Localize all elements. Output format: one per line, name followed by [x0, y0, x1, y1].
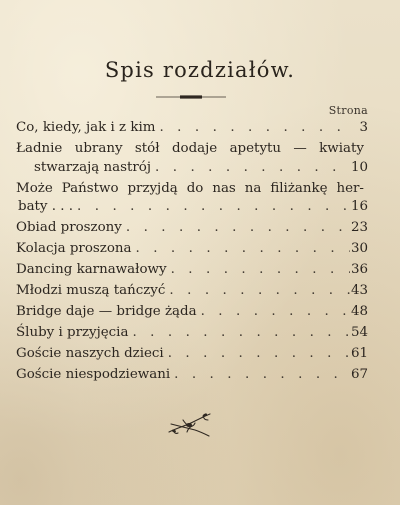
toc-entry-title-line2: baty . . . [18, 199, 74, 214]
toc-entry-title: Kolacja proszona [16, 241, 132, 256]
leader-dots [151, 159, 350, 178]
toc-entry [16, 303, 368, 322]
leader-dots [155, 119, 350, 138]
table-of-contents [16, 119, 368, 387]
leader-dots [132, 240, 351, 259]
toc-entry [16, 140, 368, 177]
leader-dots [128, 324, 350, 343]
toc-entry-page: 16 [350, 199, 368, 214]
toc-entry [16, 219, 368, 238]
toc-entry [16, 282, 368, 301]
toc-entry-title: Goście niespodziewani [16, 367, 171, 382]
toc-entry-title-line1: Ładnie ubrany stół dodaje apetytu — kwiaty [16, 141, 364, 156]
page-column-label: Strona [328, 104, 368, 117]
toc-entry [16, 240, 368, 259]
toc-entry [16, 324, 368, 343]
toc-entry-page: 54 [350, 325, 368, 340]
toc-entry [16, 345, 368, 364]
page-title: Spis rozdziałów. [104, 58, 296, 82]
toc-entry-page: 67 [350, 367, 368, 382]
leader-dots [164, 345, 350, 364]
toc-entry-title: Śluby i przyjęcia [16, 325, 129, 340]
leader-dots [170, 366, 350, 385]
toc-entry-title: Młodzi muszą tańczyć [16, 283, 166, 298]
toc-entry-page: 30 [350, 241, 368, 256]
toc-entry [16, 366, 368, 385]
leader-dots [122, 219, 350, 238]
toc-entry [16, 180, 368, 217]
toc-entry [16, 261, 368, 280]
toc-entry-page: 3 [359, 120, 368, 135]
toc-entry-page: 61 [350, 346, 368, 361]
toc-entry-title: Dancing karnawałowy [16, 262, 167, 277]
title-underline-rule [156, 94, 226, 100]
toc-entry-page: 43 [350, 283, 368, 298]
toc-entry-page: 23 [350, 220, 368, 235]
toc-entry-page: 48 [350, 304, 368, 319]
leader-dots [73, 198, 350, 217]
toc-entry-title-line1: Może Państwo przyjdą do nas na filiżankę her- [16, 180, 364, 196]
toc-entry-title: Co, kiedy, jak i z kim [16, 120, 156, 135]
toc-entry-page: 36 [350, 262, 368, 277]
toc-entry-title: Obiad proszony [16, 220, 122, 235]
leader-dots [167, 261, 350, 280]
toc-entry-title-line2: stwarzają nastrój [34, 159, 152, 175]
toc-entry-title: Bridge daje — bridge żąda [16, 304, 197, 319]
toc-entry [16, 119, 368, 138]
floral-ornament-icon [165, 410, 213, 440]
toc-entry-page: 10 [350, 159, 368, 175]
leader-dots [197, 303, 350, 322]
leader-dots [165, 282, 350, 301]
toc-entry-title: Goście naszych dzieci [16, 346, 164, 361]
